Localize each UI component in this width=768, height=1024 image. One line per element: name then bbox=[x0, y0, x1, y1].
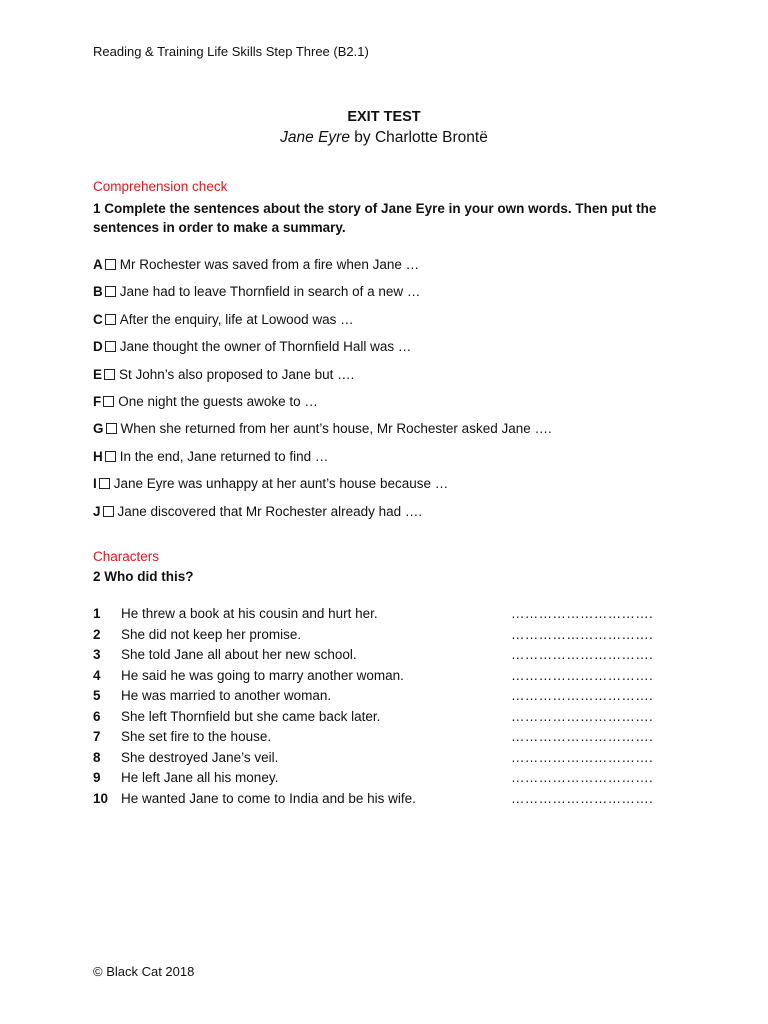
comprehension-heading: Comprehension check bbox=[93, 179, 228, 194]
item-letter: A bbox=[93, 257, 103, 272]
title-block bbox=[0, 108, 768, 149]
comprehension-instruction: 1 Complete the sentences about the story of Jane Eyre in your own words. Then put the sentences in order to make a summary. bbox=[93, 201, 657, 235]
characters-heading: Characters bbox=[93, 549, 160, 564]
summary-item bbox=[93, 312, 354, 327]
page-subtitle bbox=[0, 127, 768, 149]
question-row bbox=[93, 770, 653, 790]
question-text: She set fire to the house. bbox=[121, 729, 272, 744]
question-row bbox=[93, 688, 653, 708]
answer-blank[interactable]: …………………………. bbox=[511, 708, 654, 724]
summary-item bbox=[93, 339, 411, 354]
answer-blank[interactable]: …………………………. bbox=[511, 667, 654, 683]
question-text: He said he was going to marry another woman. bbox=[121, 667, 404, 683]
question-text: She told Jane all about her new school. bbox=[121, 647, 357, 662]
summary-item bbox=[93, 367, 354, 382]
question-text: He wanted Jane to come to India and be his wife. bbox=[121, 790, 416, 806]
question-number: 3 bbox=[93, 647, 101, 662]
item-text: When she returned from her aunt’s house, Mr Rochester asked Jane …. bbox=[120, 421, 552, 437]
question-number: 9 bbox=[93, 770, 101, 785]
item-letter: H bbox=[93, 448, 103, 464]
question-number: 5 bbox=[93, 688, 101, 703]
question-number: 10 bbox=[93, 790, 109, 806]
question-text: She did not keep her promise. bbox=[121, 626, 302, 642]
item-letter: C bbox=[93, 311, 103, 327]
order-checkbox[interactable] bbox=[105, 286, 116, 297]
item-text: Jane discovered that Mr Rochester already had …. bbox=[117, 503, 423, 519]
item-letter: I bbox=[93, 476, 97, 492]
copyright-footer: © Black Cat 2018 bbox=[93, 964, 195, 979]
question-row bbox=[93, 729, 653, 749]
question-row bbox=[93, 709, 653, 729]
question-text: He left Jane all his money. bbox=[121, 770, 279, 785]
order-checkbox[interactable] bbox=[105, 451, 116, 462]
order-checkbox[interactable] bbox=[105, 341, 116, 352]
item-text: Mr Rochester was saved from a fire when Jane … bbox=[119, 257, 420, 272]
item-letter: E bbox=[93, 366, 103, 382]
question-number: 4 bbox=[93, 667, 101, 683]
order-checkbox[interactable] bbox=[106, 423, 117, 434]
answer-blank[interactable]: …………………………. bbox=[511, 790, 654, 806]
question-row bbox=[93, 627, 653, 647]
question-number: 2 bbox=[93, 626, 101, 642]
item-text: One night the guests awoke to … bbox=[118, 394, 318, 409]
question-number: 8 bbox=[93, 749, 101, 765]
item-text: In the end, Jane returned to find … bbox=[119, 448, 329, 464]
question-row bbox=[93, 750, 653, 770]
page-header: Reading & Training Life Skills Step Three (B2.1) bbox=[93, 44, 369, 59]
summary-item bbox=[93, 394, 318, 409]
order-checkbox[interactable] bbox=[103, 396, 114, 407]
question-text: He threw a book at his cousin and hurt her. bbox=[121, 606, 378, 621]
order-checkbox[interactable] bbox=[104, 369, 115, 380]
summary-item bbox=[93, 284, 420, 299]
question-text: He was married to another woman. bbox=[121, 688, 332, 703]
item-text: After the enquiry, life at Lowood was … bbox=[119, 311, 354, 327]
order-checkbox[interactable] bbox=[103, 506, 114, 517]
summary-item bbox=[93, 504, 422, 519]
question-number: 6 bbox=[93, 708, 101, 724]
page-title: EXIT TEST bbox=[347, 109, 421, 125]
answer-blank[interactable]: …………………………. bbox=[511, 606, 654, 621]
question-row bbox=[93, 668, 653, 688]
item-letter: F bbox=[93, 394, 102, 409]
characters-instruction: 2 Who did this? bbox=[93, 569, 194, 584]
item-letter: D bbox=[93, 339, 103, 355]
question-row bbox=[93, 791, 653, 811]
order-checkbox[interactable] bbox=[105, 259, 116, 270]
item-text: Jane had to leave Thornfield in search of a new … bbox=[119, 284, 421, 300]
book-title: Jane Eyre bbox=[280, 129, 350, 146]
question-text: She left Thornfield but she came back later. bbox=[121, 708, 381, 724]
answer-blank[interactable]: …………………………. bbox=[511, 688, 654, 703]
item-text: Jane Eyre was unhappy at her aunt’s house because … bbox=[113, 476, 449, 492]
summary-item bbox=[93, 257, 419, 272]
item-letter: G bbox=[93, 421, 104, 437]
item-letter: J bbox=[93, 503, 101, 519]
question-number: 1 bbox=[93, 606, 101, 621]
question-number: 7 bbox=[93, 729, 101, 744]
item-letter: B bbox=[93, 284, 103, 300]
answer-blank[interactable]: …………………………. bbox=[511, 626, 654, 642]
order-checkbox[interactable] bbox=[99, 478, 110, 489]
question-row bbox=[93, 606, 653, 626]
order-checkbox[interactable] bbox=[105, 314, 116, 325]
book-author: by Charlotte Brontë bbox=[349, 129, 488, 146]
item-text: Jane thought the owner of Thornfield Hall was … bbox=[119, 339, 412, 355]
question-text: She destroyed Jane’s veil. bbox=[121, 749, 279, 765]
item-text: St John’s also proposed to Jane but …. bbox=[119, 366, 355, 382]
answer-blank[interactable]: …………………………. bbox=[511, 647, 654, 662]
answer-blank[interactable]: …………………………. bbox=[511, 729, 654, 744]
summary-item bbox=[93, 476, 448, 491]
summary-item bbox=[93, 421, 552, 436]
answer-blank[interactable]: …………………………. bbox=[511, 770, 654, 785]
answer-blank[interactable]: …………………………. bbox=[511, 749, 654, 765]
summary-item bbox=[93, 449, 328, 464]
question-row bbox=[93, 647, 653, 667]
